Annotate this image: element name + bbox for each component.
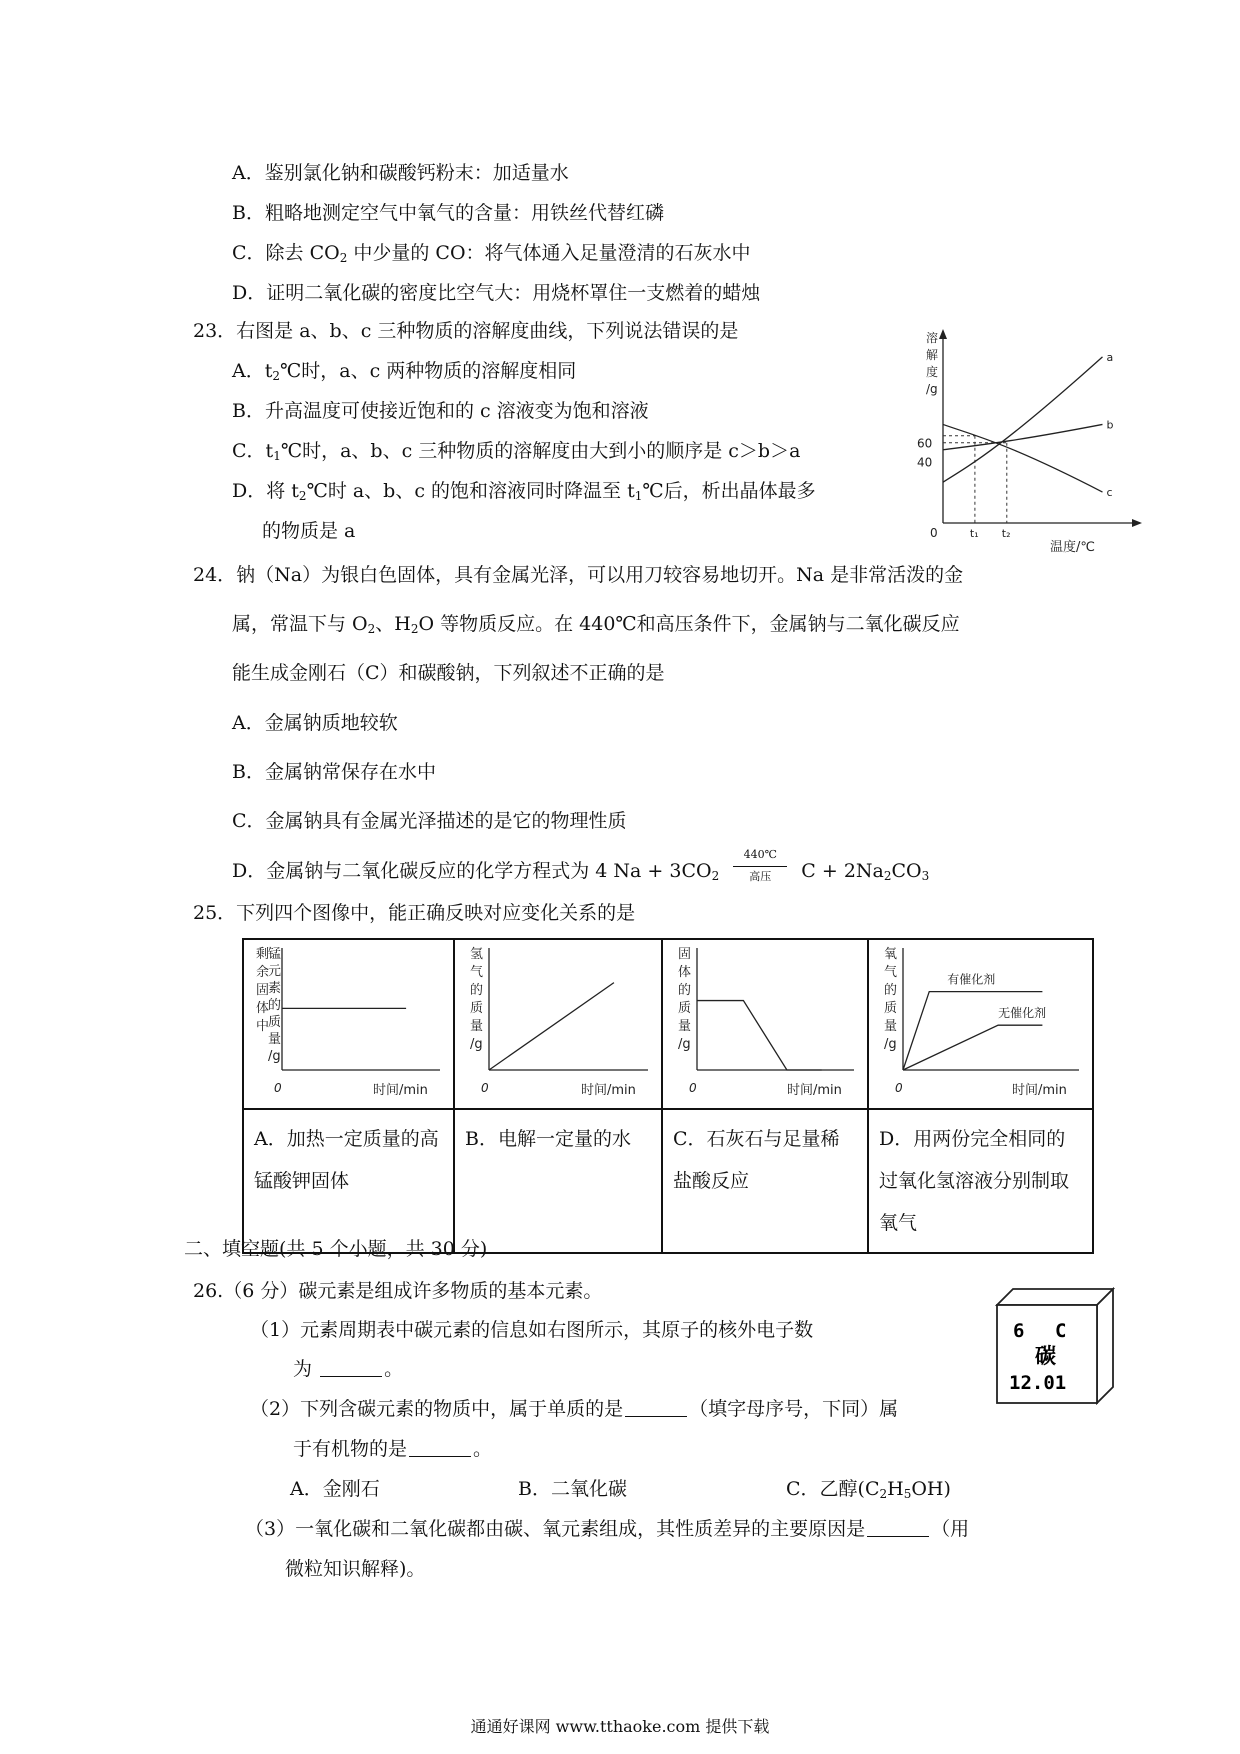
q24-option-b: B．金属钠常保存在水中 [232, 761, 436, 783]
equation-line [733, 866, 787, 867]
curve-label-c: c [1106, 486, 1113, 500]
y-axis-label: 的 [268, 998, 282, 1013]
y-tick-label: 60 [917, 436, 933, 451]
q26-stem: 26.（6 分）碳元素是组成许多物质的基本元素。 [193, 1280, 603, 1302]
q24-option-c: C．金属钠具有金属光泽描述的是它的物理性质 [232, 810, 627, 832]
answer-blank-3[interactable] [409, 1438, 471, 1457]
y-axis-label: 量 [678, 1019, 692, 1034]
caption-b: B．电解一定量的水 [454, 1109, 662, 1253]
y-tick-label: 40 [917, 455, 933, 470]
q24-line2 [232, 611, 960, 642]
y-axis-label: 剩 [256, 947, 270, 962]
text: C．t [232, 440, 274, 462]
q25-graph-table [242, 938, 1094, 1254]
graph-d [869, 940, 1092, 1103]
text: ℃时，a、b、c 三种物质的溶解度由大到小的顺序是 c＞b＞a [280, 440, 801, 462]
q26-part1-line1: （1）元素周期表中碳元素的信息如右图所示，其原子的核外电子数 [250, 1319, 814, 1341]
q26-part2-line1 [250, 1396, 898, 1422]
subscript: 2 [272, 369, 280, 383]
q22-option-d: D．证明二氧化碳的密度比空气大：用烧杯罩住一支燃着的蜡烛 [232, 282, 761, 304]
series-line [489, 983, 614, 1070]
text: 。 [384, 1358, 404, 1380]
curve-label-b: b [1106, 418, 1114, 432]
reaction-condition [733, 848, 787, 885]
curve-a [943, 357, 1102, 482]
q22-option-b: B．粗略地测定空气中氧气的含量：用铁丝代替红磷 [232, 202, 664, 224]
element-name: 碳 [1035, 1344, 1056, 1368]
y-axis-label: /g [926, 382, 938, 396]
y-axis-label: 的 [470, 983, 484, 998]
q26-part1-line2 [293, 1356, 403, 1382]
text: OH) [911, 1478, 951, 1500]
x-axis-arrow [1132, 519, 1142, 527]
text: 、H [375, 613, 411, 635]
y-axis-label: 量 [884, 1019, 898, 1034]
subscript: 2 [879, 1487, 888, 1501]
graph-a [244, 940, 453, 1103]
q23-stem: 23．右图是 a、b、c 三种物质的溶解度曲线，下列说法错误的是 [193, 320, 739, 342]
text: D．金属钠与二氧化碳反应的化学方程式为 4 Na + 3CO [232, 860, 712, 882]
y-axis-label: 量 [268, 1032, 282, 1047]
caption-a: A．加热一定质量的高锰酸钾固体 [243, 1109, 454, 1253]
y-axis-label: /g [884, 1037, 897, 1052]
subscript: 2 [883, 869, 892, 883]
y-axis-label: 质 [884, 1001, 898, 1016]
origin-label: 0 [930, 526, 938, 540]
y-axis-label: 中 [256, 1019, 270, 1034]
subscript: 2 [711, 869, 720, 883]
y-axis-label: 固 [678, 947, 692, 962]
graph-b [455, 940, 661, 1103]
y-axis-label: 解 [926, 348, 939, 362]
series-line [903, 992, 1042, 1070]
card-side-face [1097, 1289, 1113, 1403]
origin-label: 0 [481, 1081, 489, 1095]
answer-blank-1[interactable] [320, 1358, 382, 1377]
q23-option-a [232, 358, 576, 389]
y-axis-label: /g [678, 1037, 691, 1052]
graph-c [663, 940, 867, 1103]
y-axis-label: 质 [470, 1001, 484, 1016]
subscript: 2 [339, 251, 348, 265]
carbon-element-card [995, 1287, 1115, 1405]
q23-option-c [232, 438, 800, 469]
answer-blank-4[interactable] [867, 1518, 929, 1537]
text: （用 [931, 1518, 970, 1540]
series-line [903, 1025, 1042, 1070]
origin-label: 0 [689, 1081, 697, 1095]
y-axis-label: 氢 [470, 947, 484, 962]
text: H [887, 1478, 904, 1500]
answer-blank-2[interactable] [625, 1398, 687, 1417]
subscript: 1 [273, 449, 281, 463]
curve-label-a: a [1106, 350, 1114, 364]
subscript: 3 [921, 869, 930, 883]
atomic-number: 6 [1013, 1320, 1025, 1342]
text: 于有机物的是 [293, 1438, 408, 1460]
text: （填字母序号，下同）属 [689, 1398, 899, 1420]
y-axis-label: 气 [470, 965, 484, 980]
y-axis-label: 的 [884, 983, 898, 998]
q24-line1: 24．钠（Na）为银白色固体，具有金属光泽，可以用刀较容易地切开。Na 是非常活泼的金 [193, 564, 964, 586]
atomic-mass: 12.01 [1009, 1372, 1067, 1394]
graph-cell-c [662, 939, 868, 1109]
x-axis-label: 时间/min [1012, 1083, 1067, 1098]
graph-cell-a [243, 939, 454, 1109]
series-label: 有催化剂 [947, 972, 996, 987]
y-axis-label: 的 [678, 983, 692, 998]
q22-option-a: A．鉴别氯化钠和碳酸钙粉末：加适量水 [232, 162, 569, 184]
y-axis-label: 锰 [268, 947, 282, 962]
y-axis-label: 度 [926, 365, 939, 379]
subscript: 2 [367, 622, 376, 636]
x-axis-label: 温度/℃ [1050, 540, 1095, 555]
condition-pressure: 高压 [749, 870, 772, 883]
y-axis-label: 体 [678, 965, 692, 980]
q24-option-a: A．金属钠质地较软 [232, 712, 398, 734]
series-label: 无催化剂 [998, 1006, 1047, 1021]
text: D．将 t [232, 480, 299, 502]
caption-c: C．石灰石与足量稀盐酸反应 [662, 1109, 868, 1253]
caption-d: D．用两份完全相同的过氧化氢溶液分别制取氧气 [868, 1109, 1093, 1253]
curve-b [943, 424, 1102, 449]
subscript: 2 [410, 622, 419, 636]
y-axis-label: 质 [678, 1001, 692, 1016]
page-footer: 通通好课网 www.tthaoke.com 提供下载 [470, 1717, 770, 1736]
x-axis-label: 时间/min [787, 1083, 842, 1098]
subscript: 2 [298, 489, 307, 503]
y-axis-label: /g [470, 1037, 483, 1052]
q26-option-a: A．金刚石 [290, 1478, 380, 1500]
y-axis-label: 元 [268, 964, 282, 979]
section-title: 二、填空题(共 5 个小题，共 30 分) [184, 1238, 488, 1260]
text: A．t [232, 360, 273, 382]
text: （3）一氧化碳和二氧化碳都由碳、氧元素组成，其性质差异的主要原因是 [245, 1518, 866, 1540]
y-axis-label: 素 [268, 981, 282, 996]
solubility-curve-chart [905, 325, 1145, 555]
y-axis-arrow [939, 329, 947, 339]
q23-option-d [232, 478, 816, 509]
q26-part2-line2 [293, 1436, 492, 1462]
q24-option-d [232, 848, 930, 889]
y-axis-label: 溶 [926, 331, 939, 345]
y-axis-label: 气 [884, 965, 898, 980]
text: （2）下列含碳元素的物质中，属于单质的是 [250, 1398, 624, 1420]
text: C．除去 CO [232, 242, 340, 264]
q23-option-d-line2: 的物质是 a [262, 520, 356, 542]
text: ℃时 a、b、c 的饱和溶液同时降温至 t [306, 480, 635, 502]
q26-option-b: B．二氧化碳 [518, 1478, 627, 1500]
x-axis-label: 时间/min [581, 1083, 636, 1098]
text: C．乙醇(C [786, 1478, 880, 1500]
q26-part3-line2: 微粒知识解释)。 [285, 1558, 426, 1580]
q25-stem: 25．下列四个图像中，能正确反映对应变化关系的是 [193, 902, 636, 924]
text: ℃时，a、c 两种物质的溶解度相同 [280, 360, 577, 382]
q26-part3-line1 [245, 1516, 969, 1542]
y-axis-label: 体 [256, 1001, 270, 1016]
origin-label: 0 [274, 1081, 282, 1095]
y-axis-label: 固 [256, 983, 270, 998]
y-axis-label: 氧 [884, 947, 898, 962]
q23-option-b: B．升高温度可使接近饱和的 c 溶液变为饱和溶液 [232, 400, 649, 422]
y-axis-label: 余 [256, 965, 270, 980]
curve-c [943, 424, 1102, 492]
card-top-face [997, 1289, 1113, 1305]
y-axis-label: 量 [470, 1019, 484, 1034]
graph-cell-b [454, 939, 662, 1109]
graph-cell-d [868, 939, 1093, 1109]
text: O 等物质反应。在 440℃和高压条件下，金属钠与二氧化碳反应 [418, 613, 960, 635]
q24-line3: 能生成金刚石（C）和碳酸钠，下列叙述不正确的是 [232, 662, 665, 684]
x-tick-label: t₁ [969, 527, 979, 540]
text: 为 [293, 1358, 313, 1380]
text: 属，常温下与 O [232, 613, 368, 635]
text: CO [891, 860, 922, 882]
x-axis-label: 时间/min [373, 1083, 428, 1098]
q22-option-c [232, 240, 751, 271]
text: 。 [473, 1438, 493, 1460]
condition-temperature: 440℃ [743, 848, 777, 861]
text: 中少量的 CO：将气体通入足量澄清的石灰水中 [347, 242, 751, 264]
series-line [697, 1001, 822, 1070]
q26-option-c [786, 1476, 951, 1507]
y-axis-label: 质 [268, 1015, 282, 1030]
text: ℃后，析出晶体最多 [642, 480, 816, 502]
element-symbol: C [1055, 1320, 1067, 1342]
x-tick-label: t₂ [1001, 527, 1011, 540]
subscript: 1 [634, 489, 643, 503]
text: C + 2Na [801, 860, 884, 882]
subscript: 5 [903, 1487, 912, 1501]
y-axis-label: /g [268, 1049, 281, 1064]
origin-label: 0 [895, 1081, 903, 1095]
